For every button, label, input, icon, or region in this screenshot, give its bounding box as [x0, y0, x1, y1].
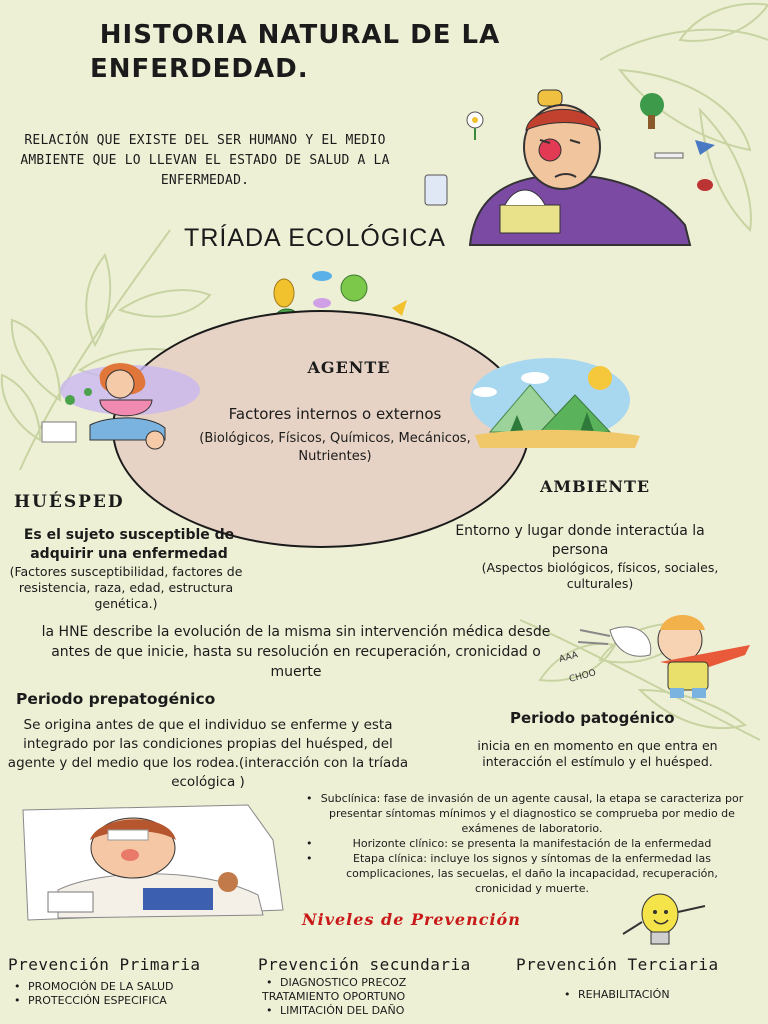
bottle-icon — [425, 175, 447, 205]
prepatogenico-title: Periodo prepatogénico — [16, 690, 216, 708]
prevencion-primaria-title: Prevención Primaria — [8, 955, 201, 974]
cat-icon — [538, 90, 562, 106]
huesped-detail: (Factores susceptibilidad, factores de resistencia, raza, edad, estructura genética.) — [9, 564, 243, 611]
tissue-box-icon — [48, 892, 93, 912]
list-item: • Etapa clínica: incluye los signos y síntomas de la enfermedad las complicaciones, las secuelas, el daño la incapacidad, recuperación, cronicidad y muerte. — [300, 851, 748, 896]
list-item: • LIMITACIÓN DEL DAÑO — [262, 1004, 462, 1018]
list-item: • Subclínica: fase de invasión de un agente causal, la etapa se caracteriza por presentar síntomas mínimos y el diagnostico se comprueba por medio de exámenes de laboratorio. — [300, 791, 748, 836]
bacteria-icon — [313, 298, 331, 308]
ambiente-title: AMBIENTE — [540, 477, 651, 496]
patogenico-title: Periodo patogénico — [510, 709, 675, 727]
title-line-1: HISTORIA NATURAL DE LA — [99, 20, 501, 50]
prevencion-primaria-list — [10, 980, 250, 1008]
huesped-title: HUÉSPED — [14, 492, 125, 512]
prevencion-secundaria-title: Prevención secundaria — [258, 955, 471, 974]
book-icon — [143, 888, 213, 910]
title-line-2: ENFERDEDAD. — [90, 54, 309, 84]
sick-girl-illustration — [40, 360, 190, 450]
intro-text: RELACIÓN QUE EXISTE DEL SER HUMANO Y EL MEDIO AMBIENTE QUE LO LLEVAN EL ESTADO DE SALUD A LA ENFERMEDAD. — [20, 133, 390, 188]
prevencion-terciaria-title: Prevención Terciaria — [516, 955, 719, 974]
list-item: • PROMOCIÓN DE LA SALUD — [10, 980, 250, 994]
list-item: • REHABILITACIÓN — [560, 988, 760, 1002]
hne-description: la HNE describe la evolución de la misma sin intervención médica desde antes de que inicie, hasta su resolución en recuperación, cronicidad o muerte — [41, 624, 551, 680]
agente-detail: (Biológicos, Físicos, Químicos, Mecánicos, Nutrientes) — [199, 431, 471, 464]
cloud-icon — [521, 372, 549, 384]
niveles-title: Niveles de Prevención — [302, 910, 521, 929]
virus-icon — [341, 275, 367, 301]
triada-title: TRÍADA ECOLÓGICA — [184, 224, 446, 252]
prevencion-secundaria-list — [262, 976, 462, 1018]
bird-icon — [695, 140, 715, 155]
huesped-description: Es el sujeto susceptible de adquirir una enfermedad — [23, 527, 235, 562]
page-title — [20, 18, 580, 86]
ambiente-description: Entorno y lugar donde interactúa la persona — [455, 523, 705, 558]
teddy-bear-icon — [218, 872, 238, 892]
sick-in-bed-illustration — [18, 800, 288, 930]
sneeze-text-choo: CHOO — [568, 668, 598, 685]
agente-description: Factores internos o externos — [228, 405, 442, 423]
cigarette-icon — [655, 153, 683, 158]
agente-title: AGENTE — [307, 358, 391, 377]
bacteria-icon — [274, 279, 294, 307]
lightbulb-icon — [615, 892, 725, 952]
patogenico-stages-list — [300, 791, 748, 896]
sick-man-illustration — [400, 85, 730, 240]
list-item: • PROTECCIÓN ESPECIFICA — [10, 994, 250, 1008]
list-item: TRATAMIENTO OPORTUNO — [262, 990, 406, 1003]
cloud-icon — [473, 387, 497, 397]
patogenico-description: inicia en en momento en que entra en interacción el estímulo y el huésped. — [477, 738, 718, 769]
virus-icon — [65, 395, 75, 405]
bug-icon — [697, 179, 713, 191]
prepatogenico-description: Se origina antes de que el individuo se enferme y esta integrado por las condiciones propias del huésped, del agente y del medio que los rodea.(interacción con la tríada ecológica ) — [7, 717, 409, 790]
sneeze-text-aaa: AAA — [558, 650, 580, 665]
sneezing-boy-illustration — [560, 610, 760, 702]
list-item: • Horizonte clínico: se presenta la manifestación de la enfermedad — [300, 836, 748, 851]
sun-icon — [588, 366, 612, 390]
ambiente-detail: (Aspectos biológicos, físicos, sociales, culturales) — [481, 560, 719, 591]
tree-icon — [640, 93, 664, 117]
tissue-box-icon — [42, 422, 76, 442]
list-item: • DIAGNOSTICO PRECOZ — [262, 976, 462, 990]
bacteria-icon — [312, 271, 332, 281]
prevencion-terciaria-list — [560, 988, 760, 1002]
